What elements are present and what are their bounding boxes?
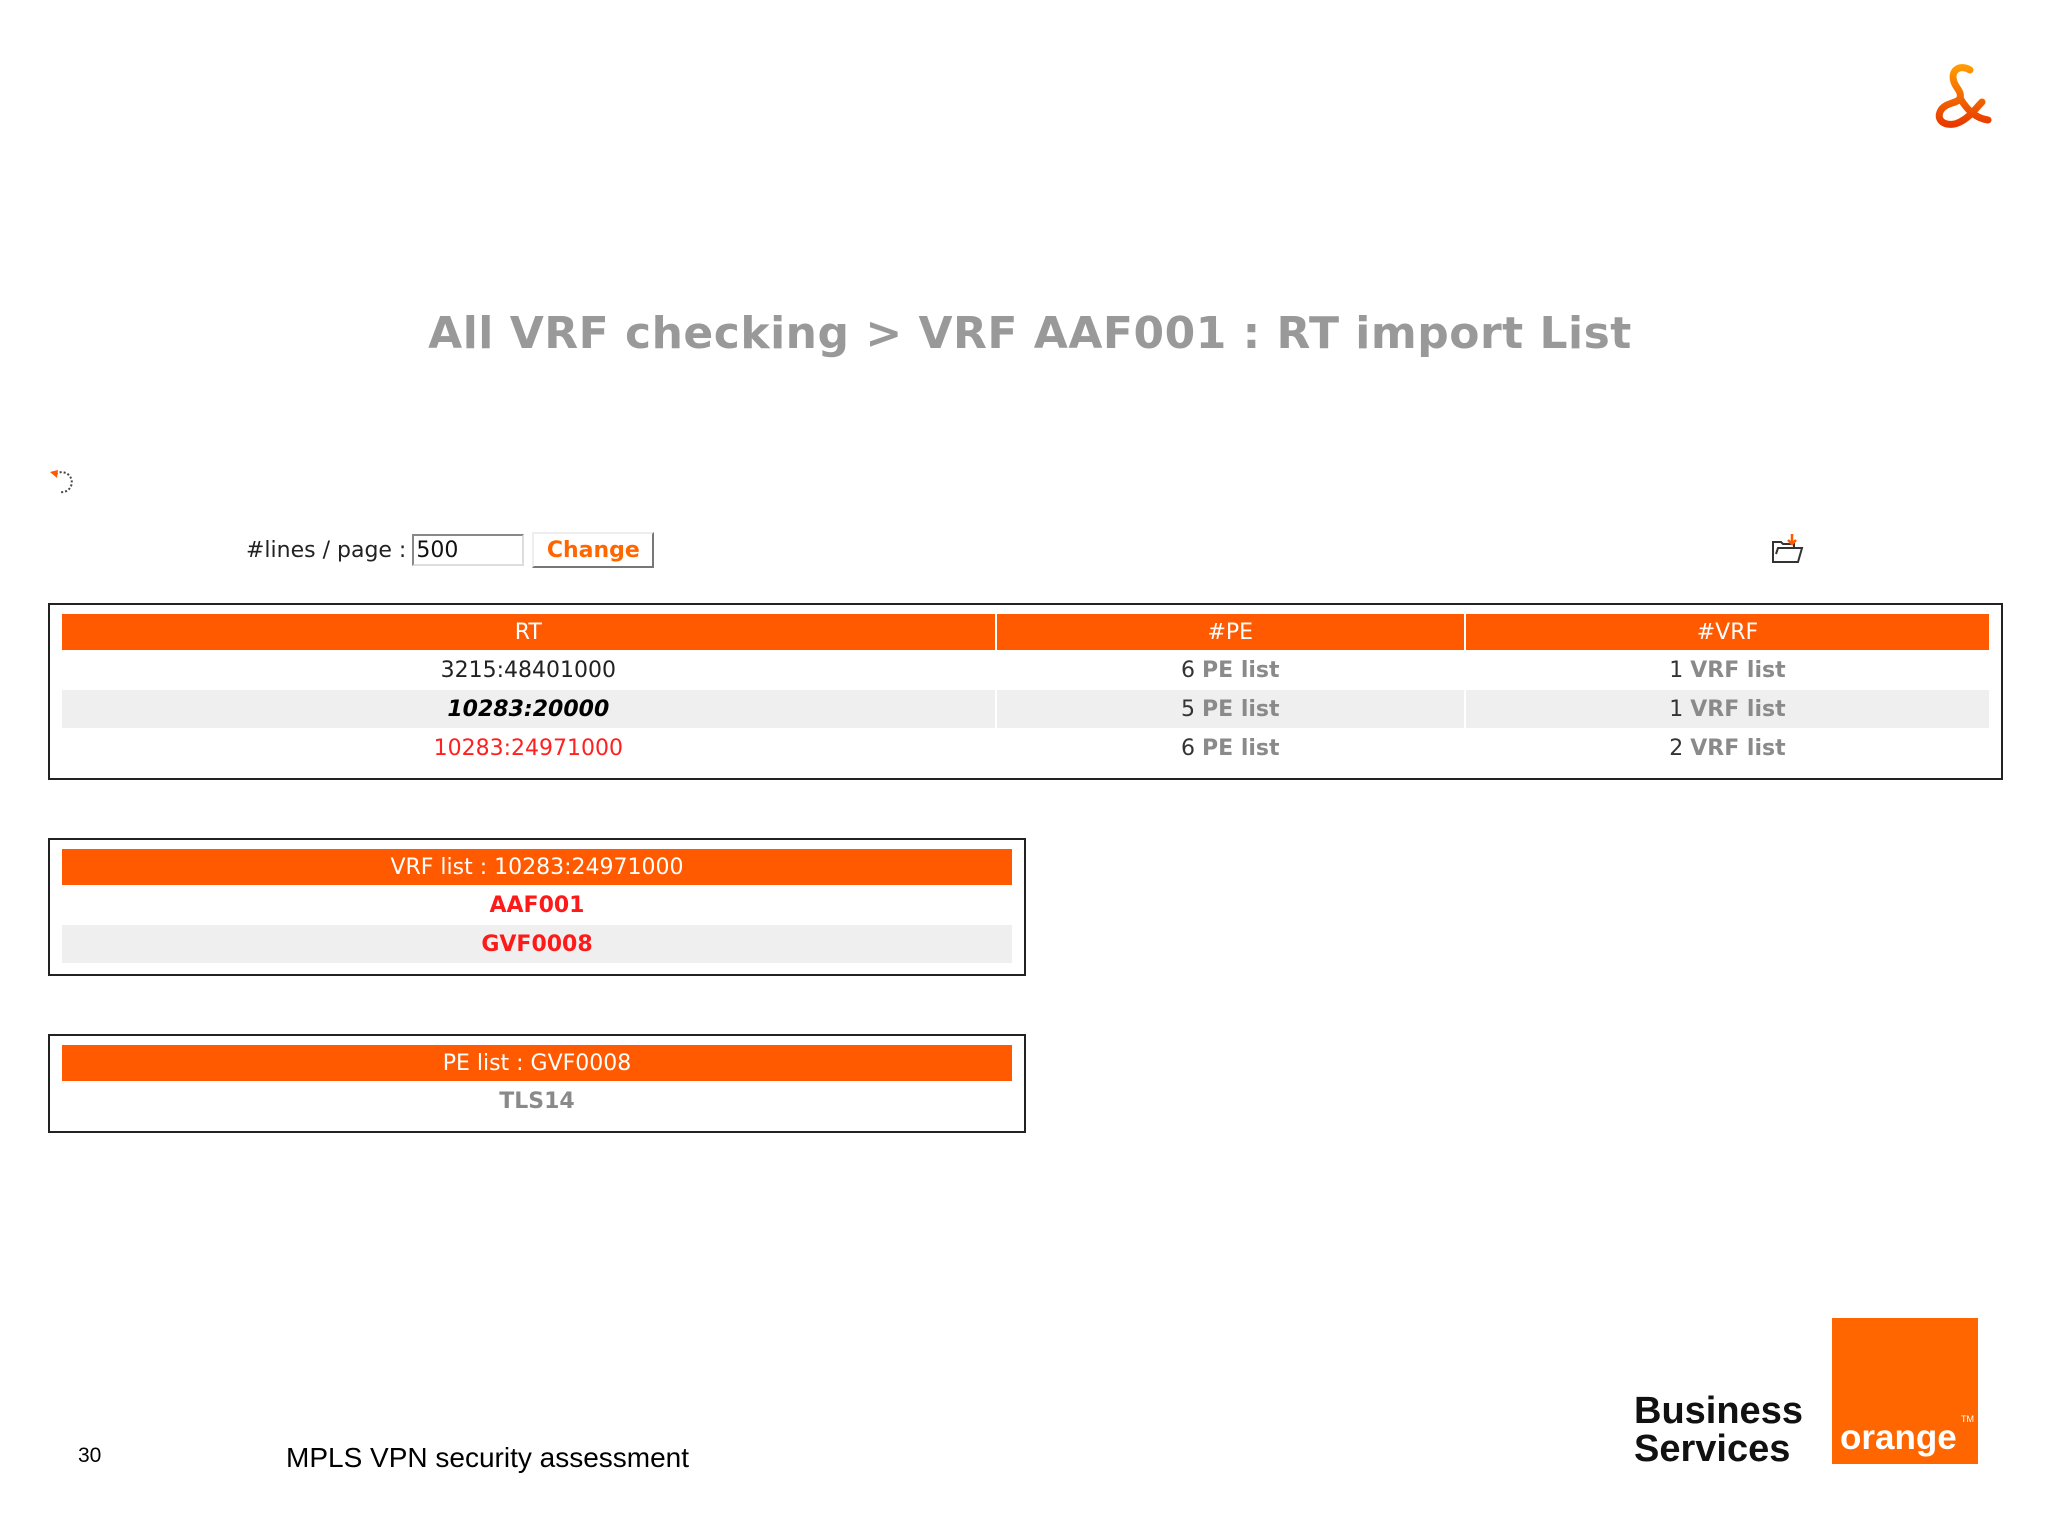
change-button[interactable]: Change	[532, 532, 654, 568]
vrf-cell	[1466, 651, 1989, 689]
pe-count: 5	[1181, 696, 1196, 722]
undo-arrow-icon[interactable]	[48, 466, 78, 496]
list-item	[62, 886, 1012, 924]
rt-value: 3215:48401000	[440, 657, 617, 683]
rt-import-table-panel	[48, 603, 2003, 780]
vrf-count: 1	[1669, 696, 1684, 722]
table-row	[62, 690, 1989, 728]
ampersand-logo-icon	[1930, 62, 1994, 128]
pe-cell	[997, 651, 1464, 689]
pe-list-link[interactable]: PE list	[1202, 735, 1280, 761]
table-header-row	[62, 849, 1012, 885]
rt-import-table	[60, 613, 1991, 768]
footer-title: MPLS VPN security assessment	[286, 1442, 690, 1473]
vrf-list-link[interactable]: VRF list	[1690, 696, 1786, 722]
pe-list-panel	[48, 1034, 1026, 1133]
vrf-count: 1	[1669, 657, 1684, 683]
vrf-list-link[interactable]: VRF list	[1690, 657, 1786, 683]
vrf-name-link[interactable]: GVF0008	[481, 931, 593, 957]
table-header-row	[62, 1045, 1012, 1081]
pe-count: 6	[1181, 735, 1196, 761]
vrf-list-header: VRF list : 10283:24971000	[62, 849, 1012, 885]
rt-cell	[62, 651, 995, 689]
pe-name-link[interactable]: TLS14	[499, 1088, 575, 1114]
pe-count: 6	[1181, 657, 1196, 683]
orange-logo-word: orange	[1840, 1418, 1957, 1457]
rt-cell	[62, 729, 995, 767]
pe-cell	[997, 729, 1464, 767]
page-number: 30	[78, 1444, 102, 1467]
rt-value: 10283:24971000	[433, 735, 623, 761]
lines-per-page-input[interactable]	[412, 534, 524, 566]
vrf-cell	[1466, 729, 1989, 767]
list-item	[62, 925, 1012, 963]
rt-value: 10283:20000	[447, 696, 610, 722]
orange-logo	[1832, 1318, 1978, 1464]
pe-list-header: PE list : GVF0008	[62, 1045, 1012, 1081]
brand-line-1: Business	[1634, 1390, 1803, 1432]
table-row	[62, 729, 1989, 767]
list-item	[62, 1082, 1012, 1120]
pe-cell	[997, 690, 1464, 728]
page-title: All VRF checking > VRF AAF001 : RT import List	[428, 308, 1632, 359]
brand-line-2: Services	[1634, 1428, 1791, 1470]
rt-cell	[62, 690, 995, 728]
table-header-row	[62, 614, 1989, 650]
business-services-wordmark	[1634, 1392, 1803, 1468]
pe-list-table	[60, 1044, 1014, 1121]
vrf-cell	[1466, 690, 1989, 728]
column-header-rt[interactable]: RT	[62, 614, 995, 650]
vrf-name-link[interactable]: AAF001	[489, 892, 585, 918]
vrf-list-table	[60, 848, 1014, 964]
pe-list-link[interactable]: PE list	[1202, 657, 1280, 683]
column-header-vrf[interactable]: #VRF	[1466, 614, 1989, 650]
folder-export-icon[interactable]	[1770, 532, 1804, 566]
pe-list-link[interactable]: PE list	[1202, 696, 1280, 722]
lines-per-page-label: #lines / page :	[246, 537, 407, 563]
vrf-list-panel	[48, 838, 1026, 976]
column-header-pe[interactable]: #PE	[997, 614, 1464, 650]
vrf-list-link[interactable]: VRF list	[1690, 735, 1786, 761]
table-row	[62, 651, 1989, 689]
vrf-count: 2	[1669, 735, 1684, 761]
trademark-mark: TM	[1961, 1414, 1974, 1424]
lines-per-page-row	[246, 530, 654, 570]
